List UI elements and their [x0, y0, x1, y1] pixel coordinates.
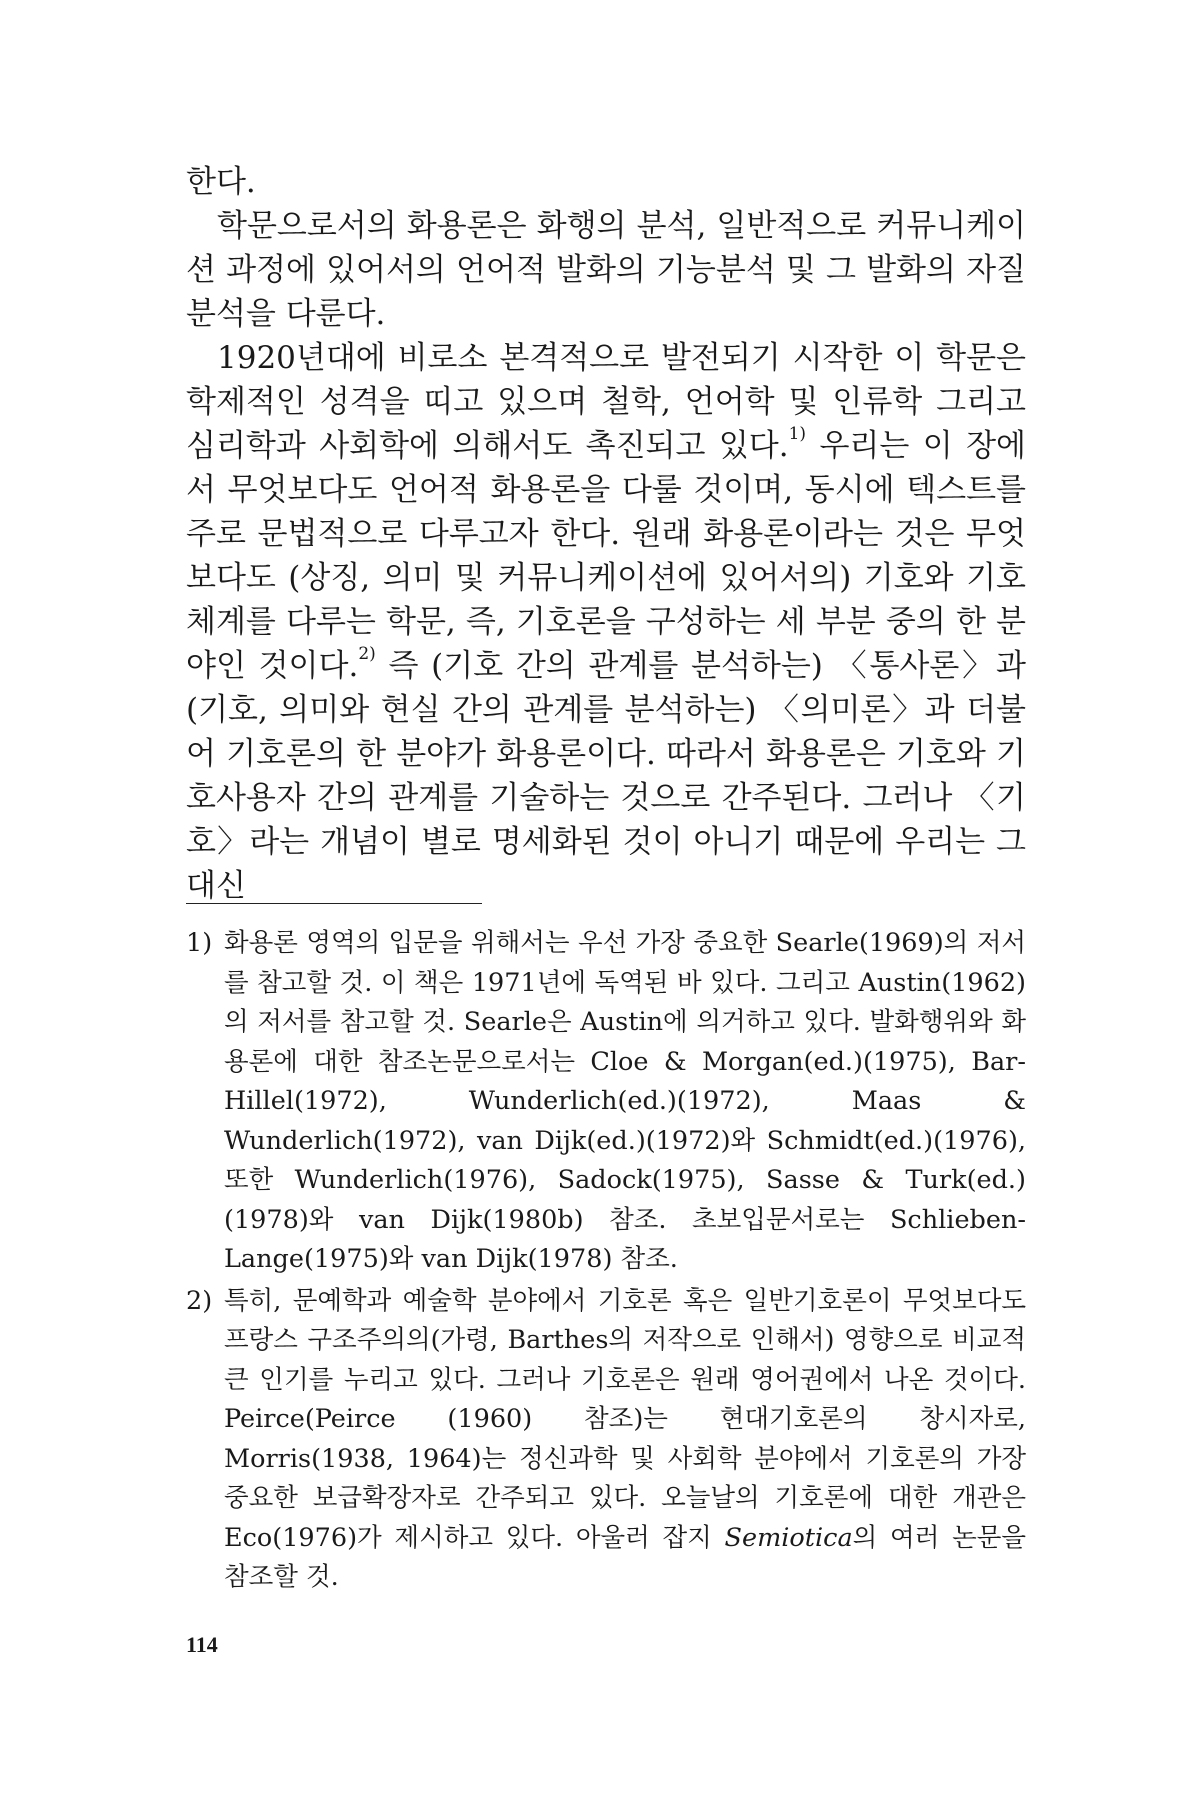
page-number: 114 [186, 1632, 218, 1657]
footnote-ref-1[interactable]: 1) [788, 424, 807, 444]
paragraph-text-part: 1920년대에 비로소 본격적으로 발전되기 시작한 이 학문은 학제적인 성격을 띠고 있으며 철학, 언어학 및 인류학 그리고 심리학과 사회학에 의해서도 촉진되고 있다. [186, 340, 1026, 464]
footnote-text: 화용론 영역의 입문을 위해서는 우선 가장 중요한 Searle(1969)의 저서를 참고할 것. 이 책은 1971년에 독역된 바 있다. 그리고 Austin(1962)의 저서를 참고할 것. Searle은 Austin에 의거하고 있다. 발화행위와 화용론에 대한 참조논문으로서는 Cloe & Morgan(ed.)(1975), Bar-Hillel(1972), Wunderlich(ed.)(1972), Maas & Wunderlich(1972), van Dijk(ed.)(1972)와 Schmidt(ed.)(1976), 또한 Wunderlich(1976), Sadock(1975), Sasse & Turk(ed.)(1978)와 van Dijk(1980b) 참조. 초보입문서로는 Schlieben-Lange(1975)와 van Dijk(1978) 참조. [224, 928, 1026, 1274]
main-text [186, 160, 1026, 908]
footnote-separator [186, 903, 482, 904]
footnote-1 [186, 924, 1026, 1280]
paragraph-continuation: 한다. [186, 164, 256, 200]
footnote-ref-2[interactable]: 2) [358, 644, 376, 664]
footnote-text [224, 1282, 1026, 1598]
paragraph-text-part: 즉 (기호 간의 관계를 분석하는) 〈통사론〉과 (기호, 의미와 현실 간의 관계를 분석하는) 〈의미론〉과 더불어 기호론의 한 분야가 화용론이다. 따라서 화용론은 기호와 기호사용자 간의 관계를 기술하는 것으로 간주된다. 그러나 〈기호〉라는 개념이 별로 명세화된 것이 아니기 때문에 우리는 그 대신 [186, 648, 1026, 904]
footnotes [186, 924, 1026, 1600]
footnote-2 [186, 1282, 1026, 1598]
journal-title: Semiotica [724, 1522, 853, 1553]
footnote-number: 2) [186, 1285, 213, 1316]
paragraph-text-part: 우리는 이 장에서 무엇보다도 언어적 화용론을 다룰 것이며, 동시에 텍스트를 주로 문법적으로 다루고자 한다. 원래 화용론이라는 것은 무엇보다도 (상징, 의미 및 커뮤니케이션에 있어서의) 기호와 기호체계를 다루는 학문, 즉, 기호론을 구성하는 세 부분 중의 한 분야인 것이다. [186, 428, 1026, 684]
footnote-number: 1) [186, 928, 213, 958]
footnote-text-part: 특히, 문예학과 예술학 분야에서 기호론 혹은 일반기호론이 무엇보다도 프랑스 구조주의의(가령, Barthes의 저작으로 인해서) 영향으로 비교적 큰 인기를 누리고 있다. 그러나 기호론은 원래 영어권에서 나온 것이다. Peirce(Peirce (1960) 참조)는 현대기호론의 창시자로, Morris(1938, 1964)는 정신과학 및 사회학 분야에서 기호론의 가장 중요한 보급확장자로 간주되고 있다. 오늘날의 기호론에 대한 개관은 Eco(1976)가 제시하고 있다. 아울러 잡지 [224, 1285, 1026, 1553]
footnote-text-part: 의 여러 논문을 참조할 것. [224, 1522, 1026, 1592]
paragraph-pragmatics-history [186, 336, 1026, 908]
paragraph-pragmatics-definition: 학문으로서의 화용론은 화행의 분석, 일반적으로 커뮤니케이션 과정에 있어서의 언어적 발화의 기능분석 및 그 발화의 자질분석을 다룬다. [186, 208, 1026, 332]
